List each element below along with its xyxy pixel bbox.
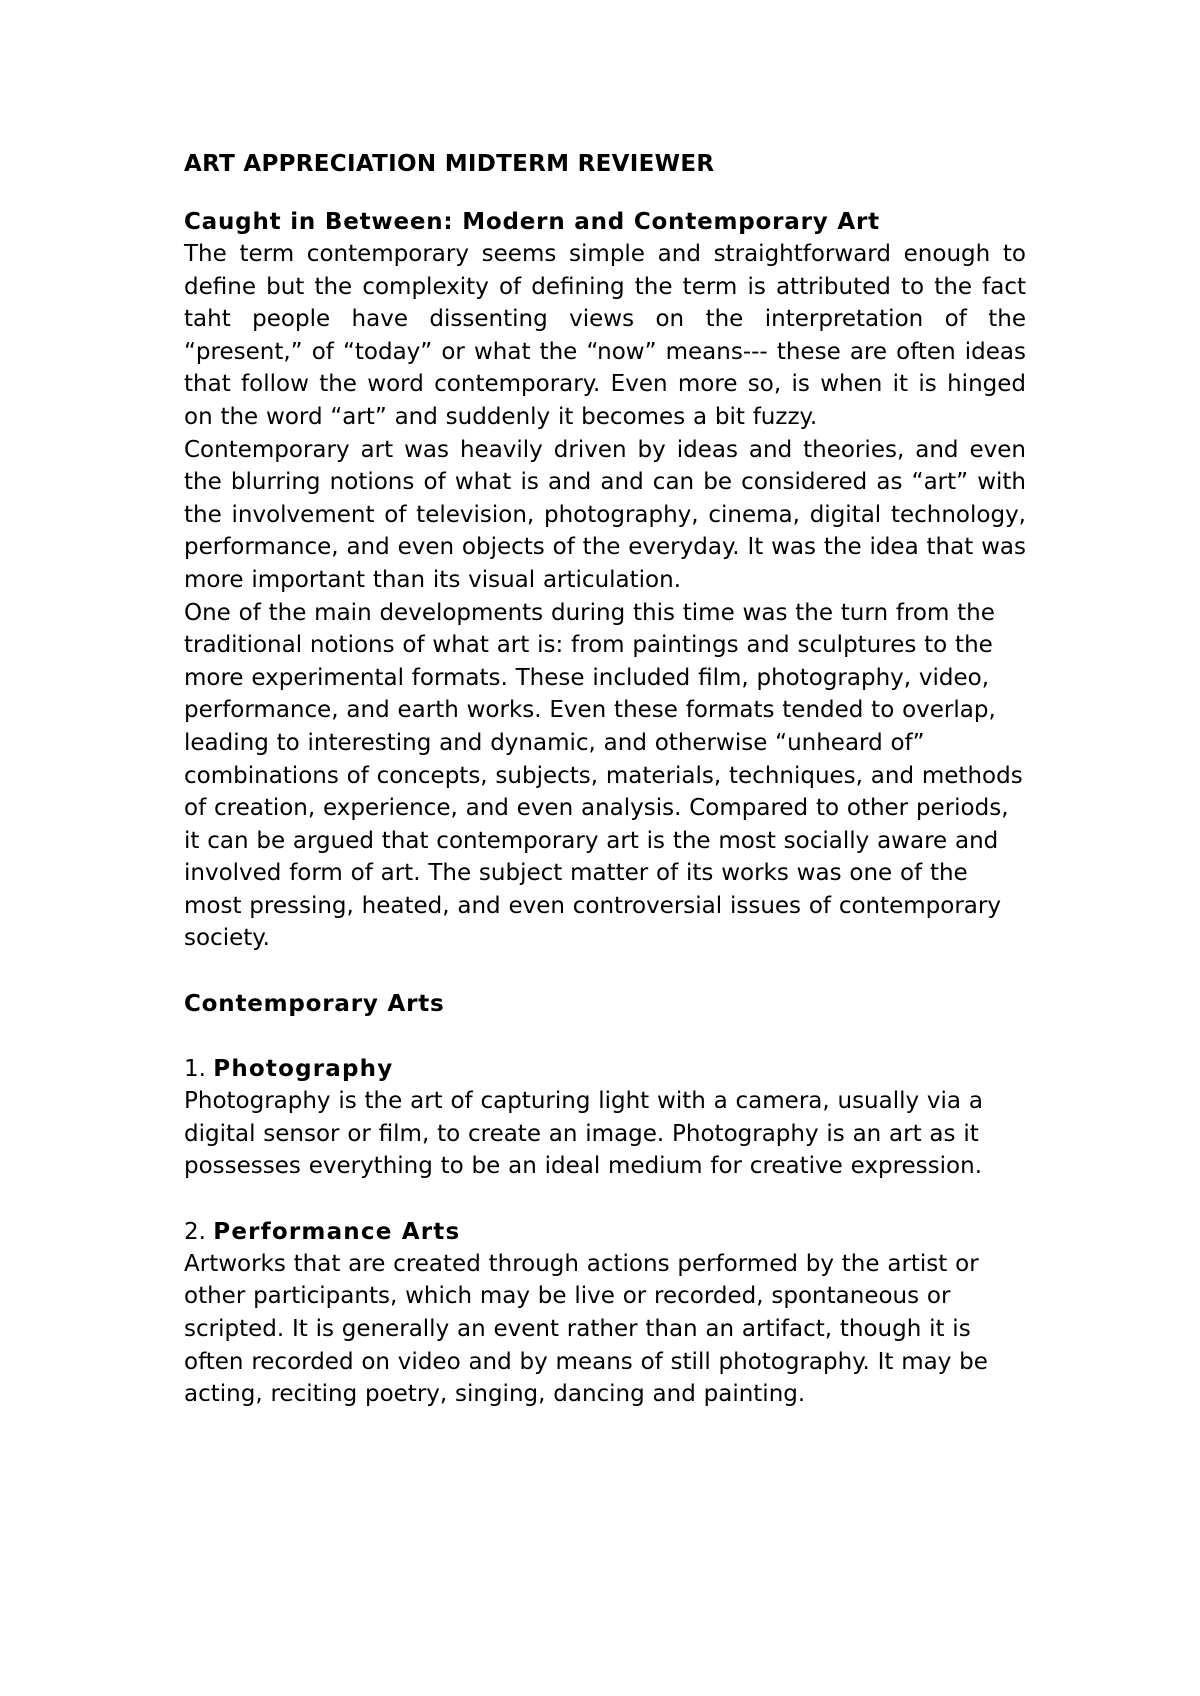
section-heading-modern-contemporary: Caught in Between: Modern and Contemporary Art (184, 209, 880, 235)
item-description: Artworks that are created through actions performed by the artist or other participants, which may be live or recorded, spontaneous or scripted. It is generally an event rather than an artifact, though it is often recorded on video and by means of still photography. It may be acting, reciting poetry, singing, dancing and painting. (184, 1250, 988, 1408)
list-item (184, 1053, 1026, 1183)
spacer (184, 955, 1026, 988)
item-heading-photography (184, 1053, 1026, 1085)
paragraph-definition: The term contemporary seems simple and straightforward enough to define but the complexity of defining the term is attributed to the fact taht people have dissenting views on the interpretation of the “present,” of “today” or what the “now” means--- these are often ideas that follow the word contemporary. Even more so, is when it is hinged on the word “art” and suddenly it becomes a bit fuzzy. (184, 241, 1026, 430)
document-page (184, 148, 1026, 1411)
item-label: Performance Arts (213, 1218, 461, 1245)
spacer (184, 1183, 1026, 1216)
document-title: ART APPRECIATION MIDTERM REVIEWER (184, 151, 715, 177)
spacer (184, 1020, 1026, 1053)
list-item (184, 1216, 1026, 1411)
item-description: Photography is the art of capturing light with a camera, usually via a digital sensor or film, to create an image. Photography is an art as it possesses everything to be an ideal medium for creative expression. (184, 1088, 983, 1180)
item-number: 2. (184, 1218, 206, 1245)
section-heading-contemporary-arts: Contemporary Arts (184, 991, 445, 1018)
paragraph-developments: One of the main developments during this time was the turn from the traditional notions of what art is: from paintings and sculptures to the more experimental formats. These included film, photography, video, performance, and earth works. Even these formats tended to overlap, leading to interesting and dynamic, and otherwise “unheard of” combinations of concepts, subjects, materials, techniques, and methods of creation, experience, and even analysis. Compared to other periods, it can be argued that contemporary art is the most socially aware and involved form of art. The subject matter of its works was one of the most pressing, heated, and even controversial issues of contemporary society. (184, 599, 1023, 952)
paragraph-ideas-theories: Contemporary art was heavily driven by ideas and theories, and even the blurring notions of what is and and can be considered as “art” with the involvement of television, photography, cinema, digital technology, performance, and even objects of the everyday. It was the idea that was more important than its visual articulation. (184, 436, 1026, 593)
item-number: 1. (184, 1056, 206, 1083)
item-label: Photography (213, 1056, 394, 1083)
item-heading-performance-arts (184, 1216, 1026, 1248)
